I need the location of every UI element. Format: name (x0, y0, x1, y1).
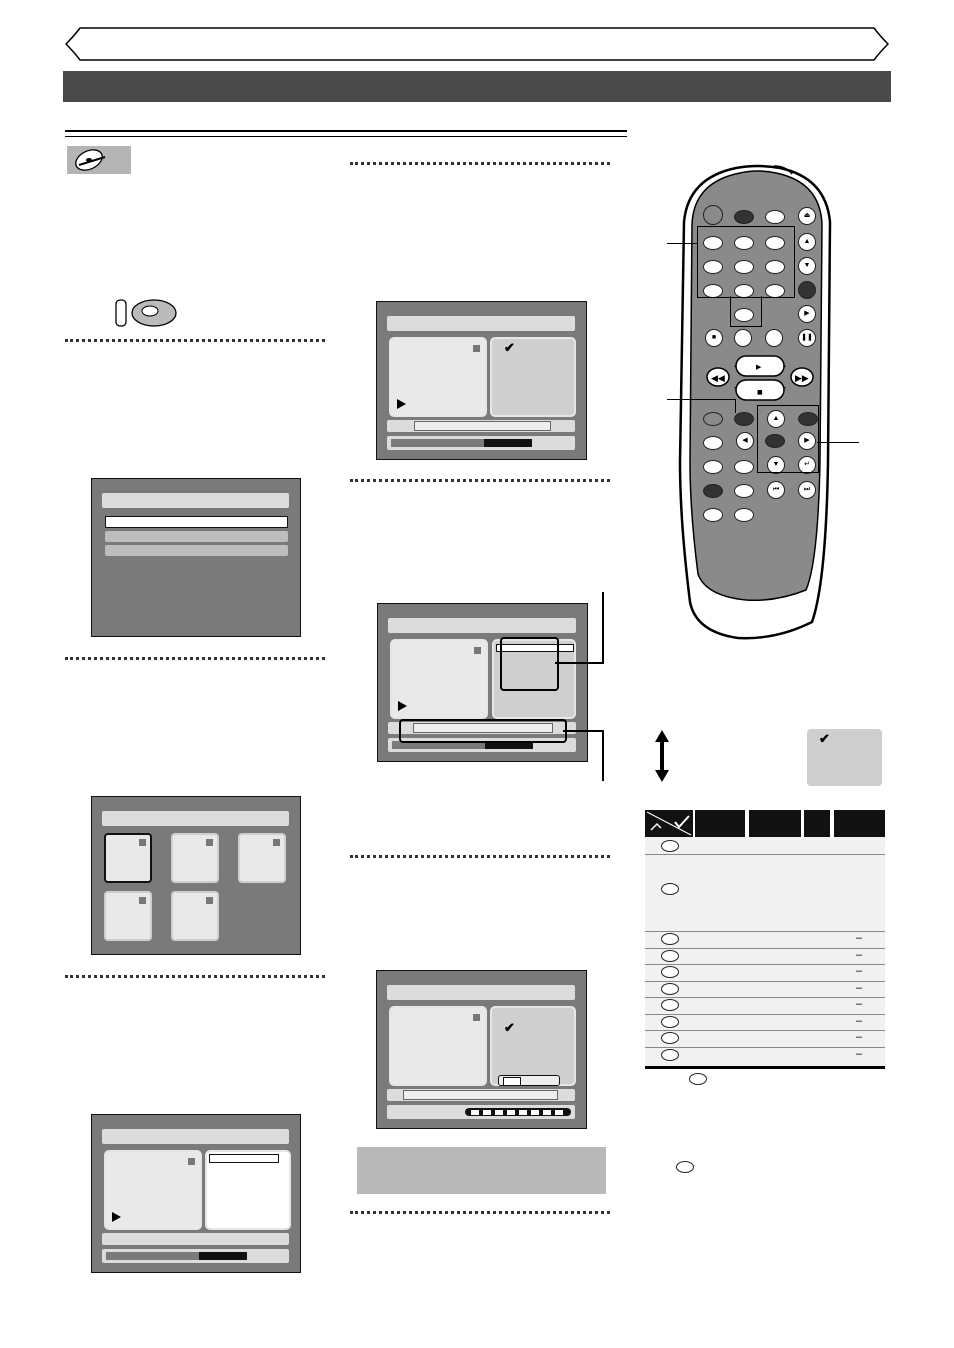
left-arrow-icon[interactable]: ◀ (736, 432, 754, 450)
return-button[interactable]: ↵ (798, 456, 816, 474)
osd-title-bar (102, 811, 289, 826)
up-down-arrow-icon (653, 728, 671, 784)
chapter-block (555, 1110, 563, 1115)
dvd-disc-icon (71, 147, 111, 173)
table-header-cell (749, 810, 801, 837)
table-cell-dash: – (856, 1047, 863, 1060)
title-thumbnail[interactable] (171, 891, 219, 941)
numpad-callout (697, 226, 795, 298)
osd-info-bar (102, 1233, 289, 1245)
osd-progress-bar (387, 436, 575, 450)
disc-icon (661, 999, 679, 1011)
table-header-corner (645, 810, 693, 837)
confirm-panel (490, 1006, 576, 1086)
remote-button[interactable] (703, 508, 723, 522)
disc-icon (661, 966, 679, 978)
table-cell-dash: – (856, 1014, 863, 1027)
osd-chapter-bar (387, 1105, 575, 1119)
callout-box (399, 719, 567, 743)
callout-line (817, 442, 859, 443)
disc-badge (67, 146, 131, 174)
edit-menu-panel (205, 1150, 291, 1230)
title-thumbnail[interactable] (238, 833, 286, 883)
remote-button[interactable] (765, 210, 785, 224)
remote-button[interactable] (734, 412, 754, 426)
remote-button-dark[interactable] (798, 281, 816, 299)
osd-edit-screen (91, 1114, 301, 1273)
table-cell-dash: – (856, 1031, 863, 1043)
callout-line (602, 730, 604, 781)
remote-button[interactable] (703, 484, 723, 498)
column-rule (65, 130, 627, 137)
callout-line (563, 730, 604, 732)
disc-icon (661, 950, 679, 962)
table-row-divider (645, 948, 885, 949)
note-box (357, 1147, 606, 1194)
edit-options-panel (490, 337, 576, 417)
up-arrow-icon[interactable]: ▲ (767, 410, 785, 428)
disc-icon (661, 883, 679, 895)
down-arrow-icon[interactable]: ▼ (767, 456, 785, 474)
transport-buttons (700, 352, 820, 402)
disc-icon (689, 1073, 707, 1085)
remote-button[interactable] (703, 436, 723, 450)
table-bottom-rule (645, 1066, 885, 1069)
table-header-cell (695, 810, 745, 837)
disc-icon (661, 933, 679, 945)
remote-button[interactable] (734, 460, 754, 474)
check-mark-icon: ✔ (819, 731, 830, 746)
table-row-divider (645, 981, 885, 982)
up-arrow-icon[interactable]: ▲ (798, 233, 816, 251)
callout-line (555, 662, 604, 664)
section-title-bar (63, 71, 891, 102)
chapter-block (471, 1110, 479, 1115)
disc-icon (676, 1161, 694, 1173)
table-row-divider (645, 1014, 885, 1015)
remote-button[interactable] (734, 210, 754, 224)
osd-menu-screen (91, 478, 301, 637)
disc-icon (661, 1016, 679, 1028)
check-mark-icon: ✔ (504, 340, 515, 355)
osd-title-bar (387, 985, 575, 1000)
remote-button[interactable] (734, 329, 752, 347)
table-row-divider (645, 964, 885, 965)
pause-button[interactable]: ❚❚ (798, 329, 816, 347)
osd-progress-bar (102, 1249, 289, 1263)
disc-icon (661, 1032, 679, 1044)
skip-back-button[interactable]: ⏮ (767, 481, 785, 499)
table-cell-dash: – (856, 932, 863, 944)
remote-button[interactable]: ▶ (798, 305, 816, 323)
preview-panel (104, 1150, 202, 1230)
hand-check-icon (645, 810, 693, 837)
chapter-block (519, 1110, 527, 1115)
power-button[interactable] (703, 205, 723, 225)
table-header-cell (834, 810, 885, 837)
hand-disc-icon (110, 296, 180, 330)
step-divider (350, 1211, 610, 1214)
table-row-divider (645, 1030, 885, 1031)
table-row-divider (645, 931, 885, 932)
chapter-block (507, 1110, 515, 1115)
disc-icon (661, 983, 679, 995)
table-cell-dash: – (856, 965, 863, 977)
table-body (645, 837, 885, 1068)
chapter-block (531, 1110, 539, 1115)
table-cell-dash: – (856, 998, 863, 1010)
skip-forward-button[interactable]: ⏭ (798, 481, 816, 499)
nav-callout (757, 405, 819, 473)
progress-indicator (106, 1252, 247, 1260)
step-divider (65, 657, 325, 660)
callout-box (500, 637, 559, 691)
callout-line (667, 243, 697, 244)
header-banner (62, 24, 892, 64)
down-arrow-icon[interactable]: ▼ (798, 257, 816, 275)
eject-button[interactable]: ⏏ (798, 207, 816, 225)
osd-title-bar (388, 618, 576, 633)
table-header-cell (804, 810, 830, 837)
table-row-divider (645, 997, 885, 998)
right-arrow-icon[interactable]: ▶ (798, 432, 816, 450)
chapter-block (543, 1110, 551, 1115)
progress-indicator (391, 439, 532, 447)
svg-text:▶: ▶ (756, 363, 762, 371)
remote-button[interactable] (765, 329, 783, 347)
preview-panel (390, 639, 488, 719)
osd-title-bar (102, 1129, 289, 1144)
play-icon (112, 1212, 121, 1222)
osd-info-bar (387, 420, 575, 432)
table-row-divider (645, 1047, 885, 1048)
remote-button[interactable] (734, 508, 754, 522)
check-mark-icon: ✔ (504, 1020, 515, 1035)
osd-edit-screen (376, 301, 587, 460)
play-icon (397, 399, 406, 409)
check-sample-box (807, 729, 882, 786)
info-field (414, 421, 551, 431)
preview-panel (389, 337, 487, 417)
svg-text:■: ■ (757, 389, 763, 396)
step-divider (65, 339, 325, 342)
chapter-block (483, 1110, 491, 1115)
osd-info-bar (387, 1089, 575, 1101)
step-divider (350, 479, 610, 482)
remote-button[interactable] (703, 412, 723, 426)
edit-menu-item-selected[interactable] (209, 1154, 279, 1163)
callout-line (667, 399, 735, 400)
svg-text:▶▶: ▶▶ (795, 374, 809, 384)
step-divider (350, 162, 610, 165)
title-thumbnail[interactable] (104, 833, 152, 883)
preview-panel (389, 1006, 487, 1086)
step-divider (350, 855, 610, 858)
disc-icon (661, 840, 679, 852)
osd-menu-item[interactable] (105, 531, 288, 542)
info-field (403, 1090, 558, 1100)
disc-icon (661, 1049, 679, 1061)
remote-button[interactable] (703, 460, 723, 474)
title-thumbnail[interactable] (104, 891, 152, 941)
osd-menu-item-selected[interactable] (105, 516, 288, 528)
osd-confirm-screen (376, 970, 587, 1129)
svg-text:◀◀: ◀◀ (711, 374, 725, 384)
callout-line (602, 592, 604, 663)
osd-title-list-screen (91, 796, 301, 955)
osd-menu-item[interactable] (105, 545, 288, 556)
numpad-callout-tail (730, 296, 762, 327)
title-thumbnail[interactable] (171, 833, 219, 883)
callout-line (735, 399, 736, 413)
osd-title-bar (387, 316, 575, 331)
table-row-divider (645, 854, 885, 855)
table-cell-dash: – (856, 948, 863, 961)
step-divider (65, 975, 325, 978)
play-icon (398, 701, 407, 711)
stop-button[interactable]: ■ (705, 329, 723, 347)
confirm-toggle[interactable] (498, 1075, 560, 1086)
chapter-block (495, 1110, 503, 1115)
osd-title-bar (102, 493, 289, 508)
remote-button[interactable] (734, 484, 754, 498)
table-cell-dash: – (856, 981, 863, 994)
